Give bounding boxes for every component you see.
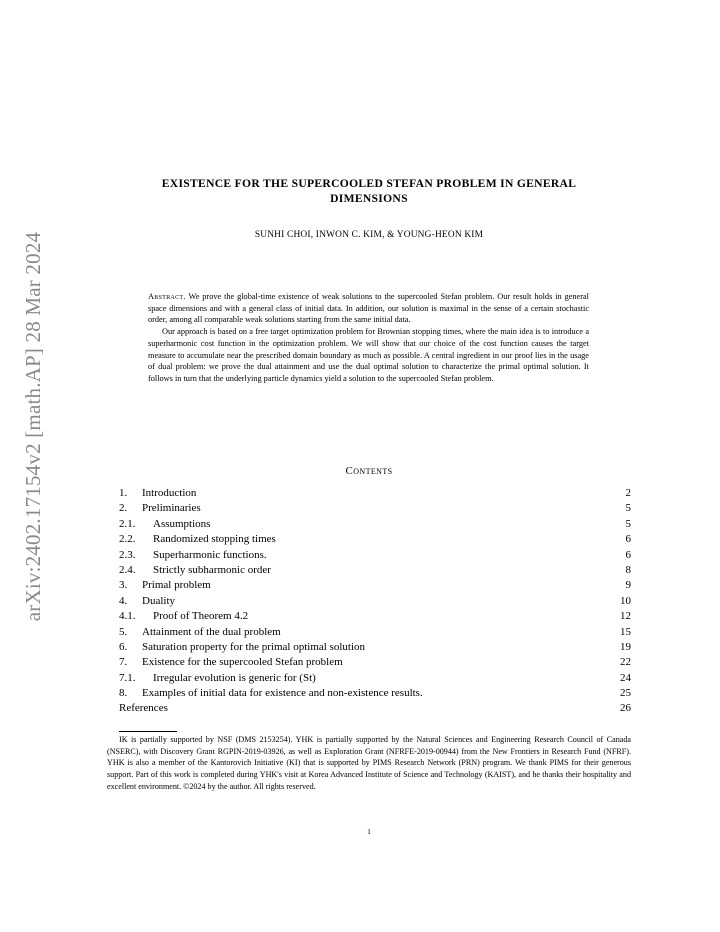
toc-entry-title: Existence for the supercooled Stefan problem [142,656,343,669]
toc-entry-page: 22 [620,656,631,669]
abstract-heading: Abstract. [148,292,186,301]
toc-entry[interactable] [119,594,631,609]
toc-entry-page: 12 [620,610,631,623]
arxiv-identifier-text: arXiv:2402.17154v2 [math.AP] 28 Mar 2024 [21,231,46,621]
toc-entry-number: 6. [119,640,128,653]
abstract-text-1: We prove the global-time existence of weak solutions to the supercooled Stefan problem. Our result holds in general space dimensions and with a general class of initial data. In addition, our solution is maximal in the sense of a certain stochastic order, among all comparable weak solutions starting from the same initial data. [148,292,589,325]
arxiv-identifier [14,206,54,646]
toc-entry-title: Strictly subharmonic order [153,563,271,576]
toc-entry[interactable] [119,517,631,532]
toc-entry-page: 9 [625,579,631,592]
toc-entry[interactable] [119,609,631,624]
toc-entry-page: 26 [620,702,631,715]
toc-entry[interactable] [119,486,631,501]
toc-entry-title: References [119,702,168,715]
toc-entry-label [119,563,271,578]
toc-entry-page: 5 [625,502,631,515]
toc-entry-label [119,578,211,593]
toc-entry-page: 19 [620,640,631,653]
toc-entry-label [119,548,267,563]
toc-entry-page: 10 [620,594,631,607]
toc-entry-title: Introduction [142,487,197,499]
toc-entry-page: 24 [620,671,631,684]
page-number: 1 [367,827,371,836]
toc-entry-title: Primal problem [142,579,211,592]
toc-entry-number: 2.1. [119,517,136,530]
abstract-paragraph-2: Our approach is based on a free target optimization problem for Brownian stopping times, where the main idea is to introduce a superharmonic cost function in the optimization problem. We will show that our choice of the cost function causes the target measure to accumulate near the prescribed domain boundary as much as possible. A central ingredient in our proof lies in the usage of dual problem: we prove the dual attainment and use the dual optimal solution to characterize the primal optimal solution. It follows in turn that the underlying particle dynamics yield a solution to the supercooled Stefan problem. [148,327,589,383]
toc-entry-number: 5. [119,625,128,638]
toc-entry-title: Duality [142,594,175,607]
footnote-rule [119,731,177,732]
toc-entry-title: Proof of Theorem 4.2 [153,610,249,623]
toc-entry-title: Preliminaries [142,502,201,515]
toc-entry-number: 2.3. [119,548,136,561]
toc-entry-number: 2.4. [119,563,136,576]
toc-entry[interactable] [119,578,631,593]
toc-entry-title: Superharmonic functions. [153,548,267,561]
toc-entry-label [119,486,196,501]
toc-entry-title: Examples of initial data for existence and non-existence results. [142,687,423,700]
toc-entry-page: 5 [625,517,631,530]
toc-entry-number: 7.1. [119,671,136,684]
toc-entry-label [119,609,248,624]
toc-entry-title: Saturation property for the primal optimal solution [142,640,366,653]
toc-entry-label [119,501,201,516]
toc-entry-title: Assumptions [153,517,211,530]
toc-entry-label [119,640,365,655]
toc-entry[interactable] [119,655,631,670]
toc-entry-page: 25 [620,687,631,700]
toc-entry-number: 4. [119,594,128,607]
toc-entry-title: Randomized stopping times [153,533,276,546]
toc-entry-number: 4.1. [119,610,136,623]
paper-title: EXISTENCE FOR THE SUPERCOOLED STEFAN PROBLEM IN GENERAL DIMENSIONS [161,177,577,205]
toc-entry-label [119,701,168,716]
toc-entry-label [119,671,316,686]
toc-entry-label [119,686,423,701]
toc-entry-label [119,655,343,670]
toc-entry-number: 2.2. [119,533,136,546]
toc-entry-number: 3. [119,579,128,592]
toc-entry-title: Attainment of the dual problem [142,625,281,638]
contents-heading: Contents [345,465,393,477]
toc-entry[interactable] [119,563,631,578]
table-of-contents [119,486,631,717]
toc-entry[interactable] [119,686,631,701]
toc-entry-page: 8 [625,563,631,576]
toc-entry-label [119,625,281,640]
abstract [148,291,589,385]
toc-entry[interactable] [119,501,631,516]
toc-entry-label [119,594,175,609]
toc-entry[interactable] [119,671,631,686]
toc-entry-number: 1. [119,487,128,499]
toc-entry[interactable] [119,640,631,655]
toc-entry-page: 6 [625,533,631,546]
toc-entry-page: 2 [625,487,631,499]
abstract-paragraph-1 [148,291,589,326]
toc-entry-number: 8. [119,687,128,700]
toc-entry-title: Irregular evolution is generic for (St) [153,671,316,684]
toc-entry-page: 6 [625,548,631,561]
toc-entry-label [119,532,276,547]
funding-footnote: IK is partially supported by NSF (DMS 2153254). YHK is partially supported by the Natural Sciences and Engineering Research Council of Canada (NSERC), with Discovery Grant RGPIN-2019-03926, as well as Exploration Grant (NFRFE-2019-00944) from the New Frontiers in Research Fund (NFRF). YHK is also a member of the Kantorovich Initiative (KI) that is supported by PIMS Research Network (PRN) program. We thank PIMS for their generous support. Part of this work is completed during YHK's visit at Korea Advanced Institute of Science and Technology (KAIST), and he thanks their hospitality and excellent environment. ©2024 by the author. All rights reserved. [107,735,631,791]
toc-entry-number: 2. [119,502,128,515]
toc-entry[interactable] [119,532,631,547]
toc-entry[interactable] [119,625,631,640]
toc-entry-page: 15 [620,625,631,638]
toc-entry[interactable] [119,548,631,563]
toc-entry-number: 7. [119,656,128,669]
toc-entry-label [119,517,210,532]
author-list: SUNHI CHOI, INWON C. KIM, & YOUNG-HEON KIM [254,230,484,240]
toc-entry[interactable] [119,701,631,716]
